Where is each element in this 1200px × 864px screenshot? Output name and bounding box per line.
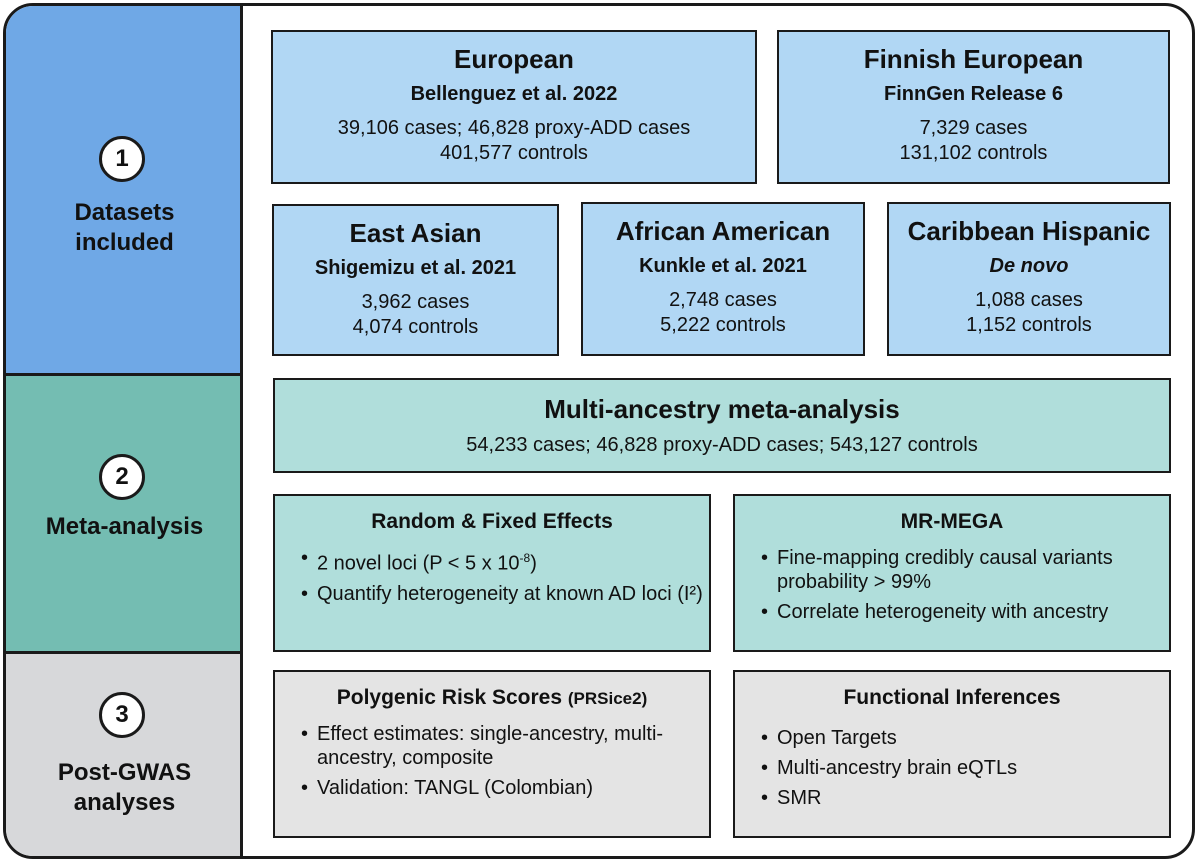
bullet-item: • 2 novel loci (P < 5 x $10^{-8}$) [301,546,709,576]
dataset-source: Bellenguez et al. 2022 [410,83,618,105]
step-number-2: 2 [99,454,145,500]
meta-analysis-summary [273,378,1171,473]
bullet-item: • Validation: TANGL (Colombian) [301,776,709,800]
bullet-item: • Fine-mapping credibly causal variants probability > 99% [761,546,1169,594]
dataset-source: Shigemizu et al. 2021 [314,257,517,279]
dataset-cases: 3,962 cases [361,291,470,313]
box-title: Polygenic Risk Scores (PRSice2) [336,686,648,709]
dataset-title: European [454,44,574,74]
section-meta-panel [6,376,243,654]
bullet-list [301,722,709,800]
meta-title: Multi-ancestry meta-analysis [544,394,900,424]
bullet-item: • SMR [761,786,1169,810]
dataset-controls: 5,222 controls [660,314,786,336]
step-number-1: 1 [99,136,145,182]
dataset-east-asian [272,204,559,356]
meta-summary: 54,233 cases; 46,828 proxy-ADD cases; 543,127 controls [466,434,978,456]
mr-mega-box [733,494,1171,652]
dataset-title: Caribbean Hispanic [907,216,1151,246]
section-title-datasets: Datasets included [74,199,175,256]
dataset-title: Finnish European [863,44,1084,74]
dataset-controls: 1,152 controls [966,314,1092,336]
section-post-panel [6,654,243,859]
dataset-source: FinnGen Release 6 [884,83,1063,105]
box-title: Functional Inferences [843,686,1061,709]
section-datasets-panel [6,6,243,376]
bullet-item: • Multi-ancestry brain eQTLs [761,756,1169,780]
dataset-source: Kunkle et al. 2021 [639,255,807,277]
section-title-post: Post-GWAS analyses [57,759,192,816]
functional-inferences-box [733,670,1171,838]
dataset-controls: 131,102 controls [899,142,1048,164]
step-number-3: 3 [99,692,145,738]
polygenic-risk-scores-box [273,670,711,838]
bullet-item: • Correlate heterogeneity with ancestry [761,600,1169,624]
dataset-cases: 2,748 cases [669,289,777,311]
bullet-list [301,546,709,606]
bullet-item: • Open Targets [761,726,1169,750]
bullet-item: • Effect estimates: single-ancestry, multi-ancestry, composite [301,722,709,770]
dataset-cases: 1,088 cases [975,289,1083,311]
dataset-title: African American [615,216,831,246]
section-title-meta: Meta-analysis [45,513,204,540]
dataset-european [271,30,757,184]
dataset-title: East Asian [349,218,482,248]
bullet-list [761,546,1169,624]
box-title: Random & Fixed Effects [371,510,613,533]
dataset-finnish [777,30,1170,184]
dataset-cases: 7,329 cases [919,117,1028,139]
dataset-cases: 39,106 cases; 46,828 proxy-ADD cases [337,117,691,139]
dataset-caribbean [887,202,1171,356]
dataset-controls: 401,577 controls [440,142,588,164]
dataset-african-american [581,202,865,356]
dataset-controls: 4,074 controls [352,316,479,338]
bullet-item: • Quantify heterogeneity at known AD loci (I²) [301,582,709,606]
diagram-frame [3,3,1195,859]
random-fixed-effects-box [273,494,711,652]
box-title: MR-MEGA [900,510,1004,533]
dataset-source: De novo [989,255,1069,277]
bullet-list [761,726,1169,810]
